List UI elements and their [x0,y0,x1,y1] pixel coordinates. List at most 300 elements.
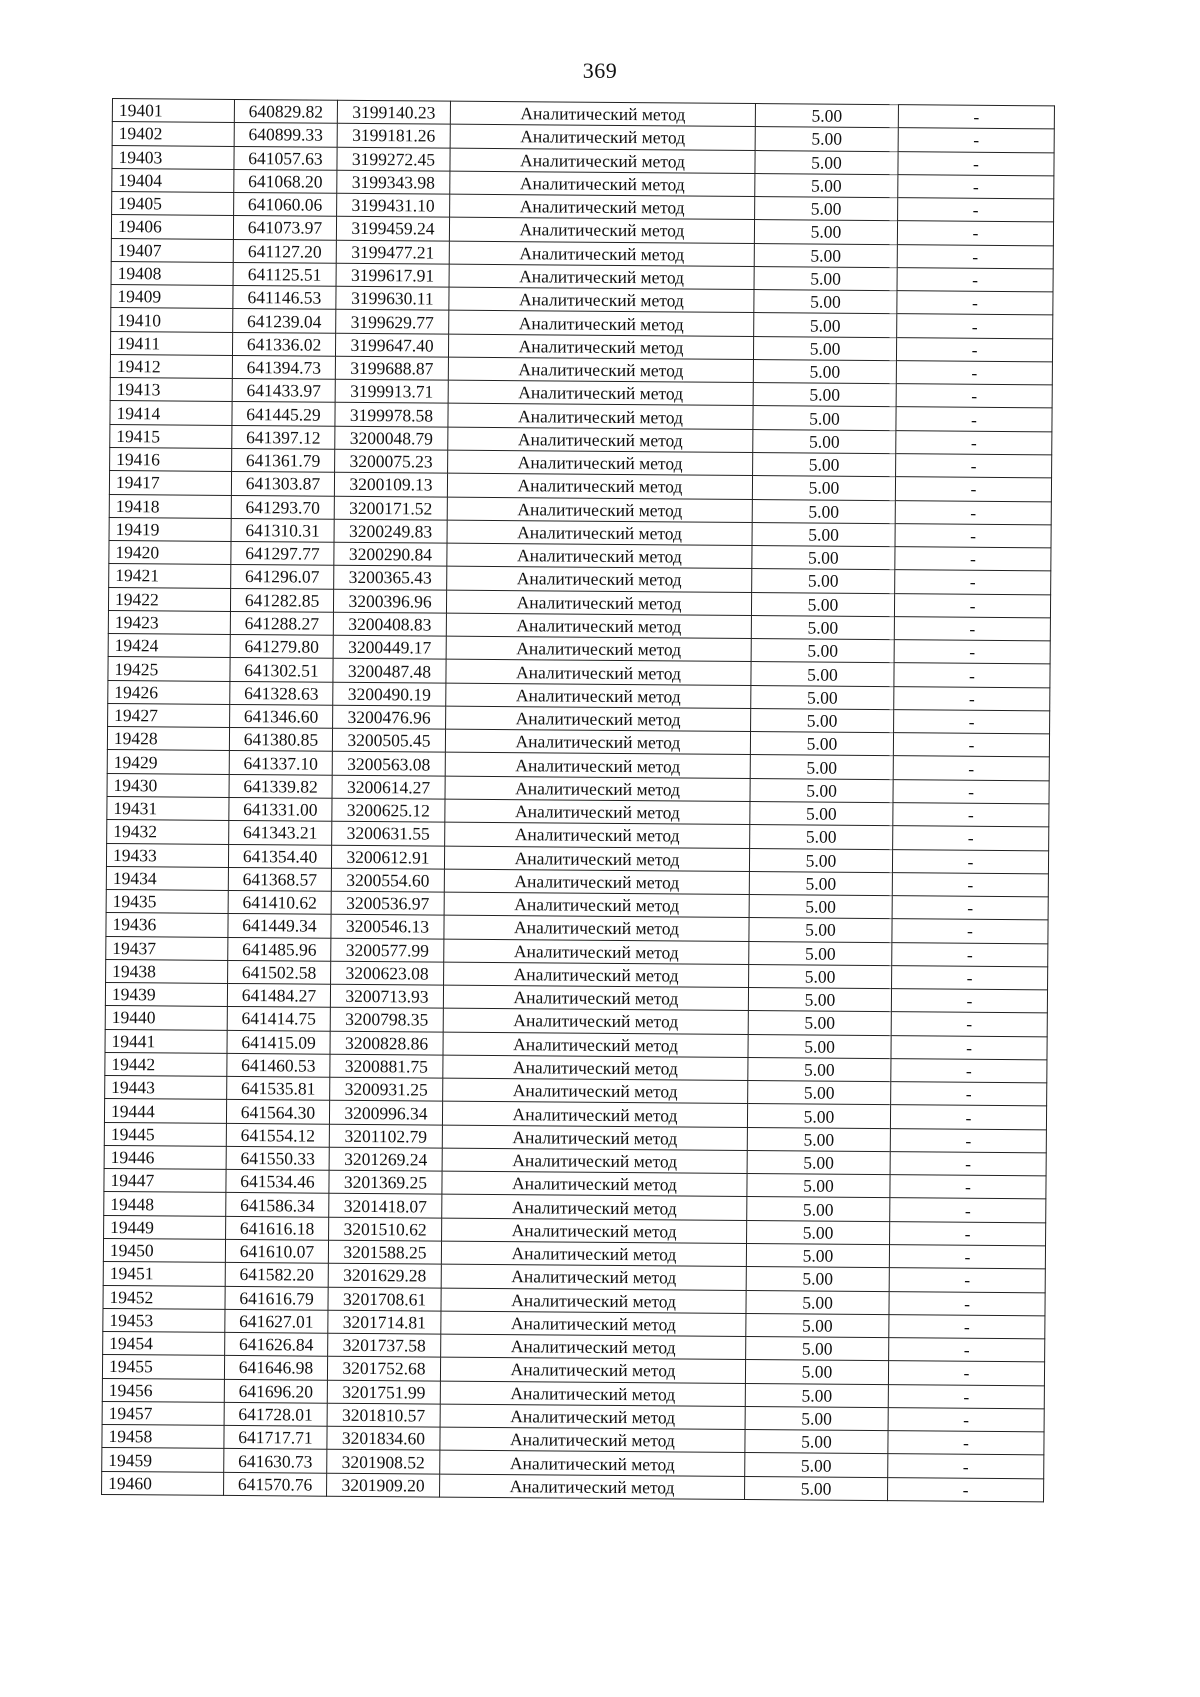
x-coordinate-cell: 641068.20 [234,169,337,193]
point-number-cell: 19451 [103,1262,225,1286]
method-cell: Аналитический метод [444,915,749,941]
y-coordinate-cell: 3200996.34 [329,1101,442,1125]
note-cell: - [896,337,1052,361]
method-cell: Аналитический метод [450,148,755,174]
method-cell: Аналитический метод [448,334,753,360]
x-coordinate-cell: 641073.97 [233,216,336,240]
note-cell: - [891,1012,1047,1036]
x-coordinate-cell: 641445.29 [232,402,335,426]
y-coordinate-cell: 3200487.48 [333,659,446,683]
point-number-cell: 19425 [108,657,230,681]
method-cell: Аналитический метод [441,1334,746,1360]
note-cell: - [895,477,1051,501]
point-number-cell: 19410 [111,308,233,332]
y-coordinate-cell: 3199913.71 [335,379,448,403]
accuracy-cell: 5.00 [746,1313,889,1337]
x-coordinate-cell: 641554.12 [226,1123,329,1147]
note-cell: - [896,454,1052,478]
note-cell: - [891,989,1047,1013]
accuracy-cell: 5.00 [746,1290,889,1314]
note-cell: - [893,779,1049,803]
x-coordinate-cell: 641570.76 [224,1472,327,1496]
point-number-cell: 19431 [107,796,229,820]
method-cell: Аналитический метод [444,892,749,918]
x-coordinate-cell: 641449.34 [228,914,331,938]
accuracy-cell: 5.00 [747,1127,890,1151]
accuracy-cell: 5.00 [747,1150,890,1174]
y-coordinate-cell: 3200554.60 [331,868,444,892]
note-cell: - [893,733,1049,757]
method-cell: Аналитический метод [443,1032,748,1058]
method-cell: Аналитический метод [440,1381,745,1407]
point-number-cell: 19419 [109,517,231,541]
point-number-cell: 19433 [106,843,228,867]
point-number-cell: 19415 [110,424,232,448]
method-cell: Аналитический метод [443,1055,748,1081]
method-cell: Аналитический метод [447,520,752,546]
point-number-cell: 19444 [104,1099,226,1123]
x-coordinate-cell: 641127.20 [233,239,336,263]
point-number-cell: 19413 [110,378,232,402]
method-cell: Аналитический метод [449,264,754,290]
x-coordinate-cell: 641297.77 [231,541,334,565]
note-cell: - [896,361,1052,385]
x-coordinate-cell: 641582.20 [225,1263,328,1287]
note-cell: - [889,1245,1045,1269]
note-cell: - [894,663,1050,687]
point-number-cell: 19407 [111,238,233,262]
accuracy-cell: 5.00 [748,1057,891,1081]
point-number-cell: 19455 [102,1355,224,1379]
accuracy-cell: 5.00 [753,336,896,360]
y-coordinate-cell: 3199459.24 [336,217,449,241]
accuracy-cell: 5.00 [753,453,896,477]
y-coordinate-cell: 3201708.61 [328,1287,441,1311]
note-cell: - [888,1408,1044,1432]
point-number-cell: 19458 [102,1425,224,1449]
y-coordinate-cell: 3200713.93 [330,984,443,1008]
y-coordinate-cell: 3200536.97 [331,891,444,915]
method-cell: Аналитический метод [442,1195,747,1221]
note-cell: - [893,803,1049,827]
x-coordinate-cell: 641717.71 [224,1426,327,1450]
y-coordinate-cell: 3200614.27 [332,775,445,799]
x-coordinate-cell: 641414.75 [227,1007,330,1031]
y-coordinate-cell: 3201418.07 [329,1194,442,1218]
y-coordinate-cell: 3201909.20 [327,1473,440,1497]
y-coordinate-cell: 3200290.84 [334,542,447,566]
x-coordinate-cell: 641380.85 [229,728,332,752]
note-cell: - [888,1384,1044,1408]
coordinates-table [101,98,1055,1502]
note-cell: - [891,1082,1047,1106]
y-coordinate-cell: 3200612.91 [331,845,444,869]
method-cell: Аналитический метод [443,985,748,1011]
x-coordinate-cell: 641310.31 [231,518,334,542]
method-cell: Аналитический метод [446,660,751,686]
accuracy-cell: 5.00 [755,104,898,128]
y-coordinate-cell: 3201588.25 [328,1240,441,1264]
accuracy-cell: 5.00 [751,662,894,686]
accuracy-cell: 5.00 [751,708,894,732]
point-number-cell: 19429 [107,750,229,774]
accuracy-cell: 5.00 [751,592,894,616]
note-cell: - [892,965,1048,989]
accuracy-cell: 5.00 [747,1220,890,1244]
accuracy-cell: 5.00 [750,732,893,756]
method-cell: Аналитический метод [445,776,750,802]
note-cell: - [890,1175,1046,1199]
x-coordinate-cell: 641535.81 [227,1077,330,1101]
note-cell: - [896,430,1052,454]
x-coordinate-cell: 641433.97 [232,379,335,403]
method-cell: Аналитический метод [444,939,749,965]
point-number-cell: 19440 [105,1006,227,1030]
note-cell: - [892,919,1048,943]
y-coordinate-cell: 3201751.99 [327,1380,440,1404]
note-cell: - [896,407,1052,431]
method-cell: Аналитический метод [440,1474,745,1500]
y-coordinate-cell: 3200931.25 [330,1077,443,1101]
note-cell: - [890,1105,1046,1129]
y-coordinate-cell: 3200365.43 [334,566,447,590]
method-cell: Аналитический метод [445,753,750,779]
page-number: 369 [582,58,618,83]
x-coordinate-cell: 641586.34 [226,1193,329,1217]
accuracy-cell: 5.00 [746,1267,889,1291]
x-coordinate-cell: 641646.98 [224,1356,327,1380]
note-cell: - [898,174,1054,198]
note-cell: - [888,1431,1044,1455]
y-coordinate-cell: 3200623.08 [331,961,444,985]
y-coordinate-cell: 3199978.58 [335,403,448,427]
point-number-cell: 19428 [107,727,229,751]
x-coordinate-cell: 641361.79 [232,448,335,472]
method-cell: Аналитический метод [450,171,755,197]
method-cell: Аналитический метод [447,543,752,569]
x-coordinate-cell: 641293.70 [231,495,334,519]
method-cell: Аналитический метод [446,683,751,709]
point-number-cell: 19432 [107,820,229,844]
accuracy-cell: 5.00 [747,1197,890,1221]
note-cell: - [889,1314,1045,1338]
note-cell: - [889,1291,1045,1315]
method-cell: Аналитический метод [440,1451,745,1477]
point-number-cell: 19448 [104,1192,226,1216]
x-coordinate-cell: 641564.30 [226,1100,329,1124]
y-coordinate-cell: 3200625.12 [332,798,445,822]
y-coordinate-cell: 3200048.79 [335,426,448,450]
x-coordinate-cell: 641616.18 [226,1216,329,1240]
note-cell: - [891,1059,1047,1083]
y-coordinate-cell: 3200881.75 [330,1054,443,1078]
accuracy-cell: 5.00 [753,429,896,453]
x-coordinate-cell: 641146.53 [233,286,336,310]
accuracy-cell: 5.00 [746,1337,889,1361]
accuracy-cell: 5.00 [754,243,897,267]
x-coordinate-cell: 641239.04 [233,309,336,333]
note-cell: - [890,1128,1046,1152]
x-coordinate-cell: 641060.06 [234,193,337,217]
x-coordinate-cell: 641354.40 [228,844,331,868]
method-cell: Аналитический метод [440,1427,745,1453]
x-coordinate-cell: 641630.73 [224,1449,327,1473]
x-coordinate-cell: 641328.63 [230,681,333,705]
y-coordinate-cell: 3200171.52 [334,496,447,520]
point-number-cell: 19442 [105,1052,227,1076]
note-cell: - [888,1477,1044,1501]
method-cell: Аналитический метод [443,1008,748,1034]
y-coordinate-cell: 3201629.28 [328,1264,441,1288]
point-number-cell: 19416 [110,447,232,471]
point-number-cell: 19456 [102,1378,224,1402]
y-coordinate-cell: 3200505.45 [332,728,445,752]
note-cell: - [898,198,1054,222]
note-cell: - [894,640,1050,664]
x-coordinate-cell: 641696.20 [224,1379,327,1403]
accuracy-cell: 5.00 [749,848,892,872]
point-number-cell: 19424 [108,634,230,658]
method-cell: Аналитический метод [447,566,752,592]
point-number-cell: 19420 [109,541,231,565]
y-coordinate-cell: 3200563.08 [332,752,445,776]
x-coordinate-cell: 641485.96 [228,937,331,961]
x-coordinate-cell: 641610.07 [225,1239,328,1263]
point-number-cell: 19414 [110,401,232,425]
y-coordinate-cell: 3201102.79 [329,1124,442,1148]
y-coordinate-cell: 3200109.13 [334,473,447,497]
point-number-cell: 19453 [103,1308,225,1332]
y-coordinate-cell: 3201908.52 [327,1450,440,1474]
y-coordinate-cell: 3199617.91 [336,263,449,287]
x-coordinate-cell: 641410.62 [228,890,331,914]
x-coordinate-cell: 641125.51 [233,262,336,286]
method-cell: Аналитический метод [442,1102,747,1128]
point-number-cell: 19408 [111,261,233,285]
x-coordinate-cell: 641484.27 [227,984,330,1008]
accuracy-cell: 5.00 [754,220,897,244]
accuracy-cell: 5.00 [752,522,895,546]
method-cell: Аналитический метод [448,357,753,383]
point-number-cell: 19405 [112,192,234,216]
coordinates-table-body [102,99,1055,1502]
point-number-cell: 19403 [112,145,234,169]
method-cell: Аналитический метод [450,124,755,150]
point-number-cell: 19421 [109,564,231,588]
y-coordinate-cell: 3201810.57 [327,1403,440,1427]
x-coordinate-cell: 641302.51 [230,658,333,682]
x-coordinate-cell: 641336.02 [232,332,335,356]
y-coordinate-cell: 3199688.87 [335,356,448,380]
y-coordinate-cell: 3200631.55 [332,821,445,845]
method-cell: Аналитический метод [443,1078,748,1104]
x-coordinate-cell: 641502.58 [228,960,331,984]
point-number-cell: 19435 [106,890,228,914]
note-cell: - [892,896,1048,920]
accuracy-cell: 5.00 [748,1011,891,1035]
y-coordinate-cell: 3200476.96 [333,705,446,729]
method-cell: Аналитический метод [440,1357,745,1383]
x-coordinate-cell: 641368.57 [228,867,331,891]
note-cell: - [898,151,1054,175]
method-cell: Аналитический метод [445,729,750,755]
x-coordinate-cell: 641279.80 [230,635,333,659]
accuracy-cell: 5.00 [749,964,892,988]
y-coordinate-cell: 3201714.81 [328,1310,441,1334]
point-number-cell: 19423 [108,610,230,634]
note-cell: - [895,500,1051,524]
x-coordinate-cell: 641460.53 [227,1053,330,1077]
accuracy-cell: 5.00 [746,1244,889,1268]
method-cell: Аналитический метод [449,287,754,313]
accuracy-cell: 5.00 [745,1360,888,1384]
note-cell: - [895,570,1051,594]
x-coordinate-cell: 641339.82 [229,774,332,798]
accuracy-cell: 5.00 [755,173,898,197]
point-number-cell: 19426 [108,680,230,704]
point-number-cell: 19443 [105,1076,227,1100]
point-number-cell: 19417 [109,471,231,495]
x-coordinate-cell: 641303.87 [231,472,334,496]
accuracy-cell: 5.00 [748,988,891,1012]
x-coordinate-cell: 641282.85 [230,588,333,612]
y-coordinate-cell: 3201834.60 [327,1426,440,1450]
accuracy-cell: 5.00 [749,895,892,919]
x-coordinate-cell: 641728.01 [224,1402,327,1426]
point-number-cell: 19438 [106,959,228,983]
note-cell: - [889,1268,1045,1292]
note-cell: - [898,105,1054,129]
y-coordinate-cell: 3200449.17 [333,635,446,659]
note-cell: - [897,221,1053,245]
method-cell: Аналитический метод [447,497,752,523]
accuracy-cell: 5.00 [752,569,895,593]
method-cell: Аналитический метод [445,799,750,825]
point-number-cell: 19437 [106,936,228,960]
method-cell: Аналитический метод [441,1241,746,1267]
point-number-cell: 19418 [109,494,231,518]
accuracy-cell: 5.00 [753,406,896,430]
point-number-cell: 19409 [111,285,233,309]
note-cell: - [888,1361,1044,1385]
method-cell: Аналитический метод [446,636,751,662]
method-cell: Аналитический метод [444,846,749,872]
method-cell: Аналитический метод [449,217,754,243]
point-number-cell: 19422 [108,587,230,611]
y-coordinate-cell: 3199629.77 [336,310,449,334]
accuracy-cell: 5.00 [753,359,896,383]
x-coordinate-cell: 641626.84 [225,1333,328,1357]
y-coordinate-cell: 3200408.83 [333,612,446,636]
x-coordinate-cell: 641288.27 [230,611,333,635]
y-coordinate-cell: 3200249.83 [334,519,447,543]
point-number-cell: 19460 [102,1471,224,1495]
accuracy-cell: 5.00 [752,499,895,523]
accuracy-cell: 5.00 [751,639,894,663]
note-cell: - [894,617,1050,641]
method-cell: Аналитический метод [441,1311,746,1337]
method-cell: Аналитический метод [441,1264,746,1290]
point-number-cell: 19447 [104,1169,226,1193]
point-number-cell: 19457 [102,1401,224,1425]
point-number-cell: 19449 [104,1215,226,1239]
accuracy-cell: 5.00 [748,1081,891,1105]
y-coordinate-cell: 3199272.45 [337,147,450,171]
accuracy-cell: 5.00 [753,383,896,407]
method-cell: Аналитический метод [442,1218,747,1244]
y-coordinate-cell: 3199343.98 [337,170,450,194]
y-coordinate-cell: 3201510.62 [329,1217,442,1241]
accuracy-cell: 5.00 [754,266,897,290]
accuracy-cell: 5.00 [750,755,893,779]
accuracy-cell: 5.00 [745,1476,888,1500]
note-cell: - [895,523,1051,547]
accuracy-cell: 5.00 [754,290,897,314]
accuracy-cell: 5.00 [755,197,898,221]
point-number-cell: 19454 [103,1332,225,1356]
note-cell: - [893,756,1049,780]
point-number-cell: 19404 [112,168,234,192]
x-coordinate-cell: 641627.01 [225,1309,328,1333]
point-number-cell: 19411 [110,331,232,355]
method-cell: Аналитический метод [449,241,754,267]
point-number-cell: 19446 [104,1145,226,1169]
accuracy-cell: 5.00 [747,1174,890,1198]
method-cell: Аналитический метод [440,1404,745,1430]
accuracy-cell: 5.00 [745,1430,888,1454]
method-cell: Аналитический метод [448,450,753,476]
y-coordinate-cell: 3199181.26 [337,124,450,148]
y-coordinate-cell: 3201752.68 [327,1357,440,1381]
method-cell: Аналитический метод [442,1125,747,1151]
note-cell: - [895,547,1051,571]
y-coordinate-cell: 3200546.13 [331,915,444,939]
note-cell: - [889,1338,1045,1362]
point-number-cell: 19401 [112,99,234,123]
y-coordinate-cell: 3199477.21 [336,240,449,264]
point-number-cell: 19412 [110,354,232,378]
accuracy-cell: 5.00 [755,150,898,174]
accuracy-cell: 5.00 [748,1034,891,1058]
method-cell: Аналитический метод [446,590,751,616]
accuracy-cell: 5.00 [749,871,892,895]
y-coordinate-cell: 3201737.58 [328,1333,441,1357]
method-cell: Аналитический метод [445,822,750,848]
x-coordinate-cell: 640829.82 [234,99,337,123]
note-cell: - [892,942,1048,966]
x-coordinate-cell: 641397.12 [232,425,335,449]
accuracy-cell: 5.00 [747,1104,890,1128]
accuracy-cell: 5.00 [751,685,894,709]
y-coordinate-cell: 3200798.35 [330,1008,443,1032]
point-number-cell: 19439 [105,983,227,1007]
accuracy-cell: 5.00 [749,941,892,965]
method-cell: Аналитический метод [450,194,755,220]
accuracy-cell: 5.00 [745,1453,888,1477]
note-cell: - [890,1221,1046,1245]
point-number-cell: 19427 [108,703,230,727]
y-coordinate-cell: 3200075.23 [335,449,448,473]
accuracy-cell: 5.00 [750,825,893,849]
note-cell: - [890,1152,1046,1176]
note-cell: - [888,1454,1044,1478]
note-cell: - [891,1035,1047,1059]
x-coordinate-cell: 641534.46 [226,1170,329,1194]
method-cell: Аналитический метод [450,101,755,127]
x-coordinate-cell: 641415.09 [227,1030,330,1054]
note-cell: - [894,686,1050,710]
point-number-cell: 19441 [105,1029,227,1053]
